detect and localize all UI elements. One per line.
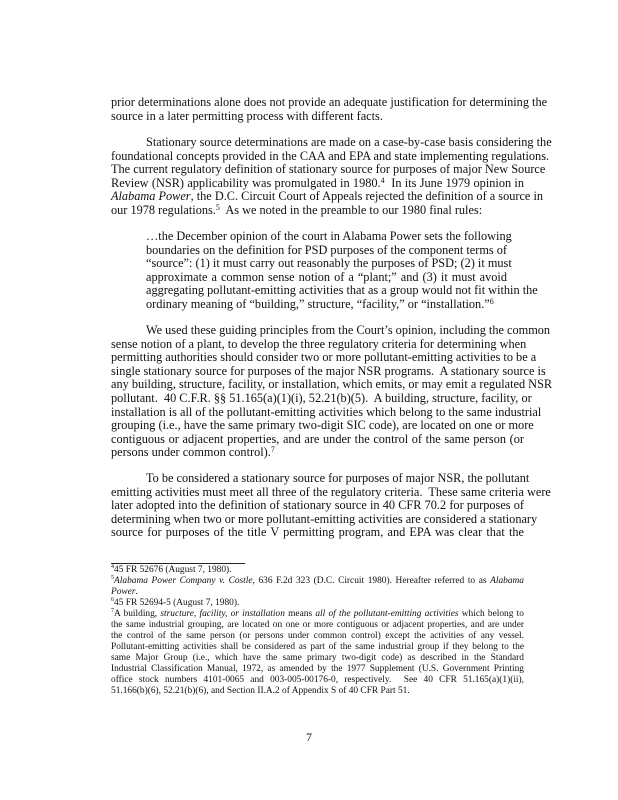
paragraph-guiding-principles [111,323,553,460]
text: source for purposes of the title V permitting program, and EPA was clear that the [111,525,524,540]
italic-text: Power [111,587,136,597]
footnote-ref: 5 [111,575,115,581]
text: We used these guiding principles from the Court’s opinion, including the common [146,323,551,337]
footnote-ref: 7 [270,445,275,455]
footnote-ref: 6 [111,597,115,603]
text-line [111,189,544,204]
text-line [111,418,534,433]
text: aggregating pollutant-emitting activities that as a group would not fit within the [146,283,538,298]
text: To be considered a stationary source for purposes of major NSR, the pollutant [146,471,530,485]
text-line [111,511,538,527]
footnote-line [111,664,524,675]
italic-text: Alabama Power [111,189,191,204]
text: The current regulatory definition of stationary source for purposes of major New Source [111,162,546,177]
text: which belong to [458,609,524,619]
text: A building, [114,609,161,619]
text-line [111,446,524,460]
text: As we noted in the preamble to our 1980 final rules: [219,202,483,217]
text: , the D.C. Circuit Court of Appeals rejected the definition of a source in [190,189,544,204]
text-line [146,229,512,244]
text-line [111,484,551,500]
footnote-ref: 4 [380,175,385,185]
footnote-rule [111,563,245,564]
text: any building, structure, facility, or installation, which emits, or may emit a regulated NSR [111,377,553,392]
text-line [111,323,551,338]
text: . [135,587,138,597]
footnote-line [111,631,524,642]
block-quote [146,229,538,312]
text: the same industrial grouping, are located on one or more contiguous or adjacent properties, and are under [111,620,524,630]
italic-text: Alabama [490,576,524,586]
text: prior determinations alone does not provide an adequate justification for determining the [111,95,548,109]
text-line [111,110,524,124]
footnote-ref: 7 [111,608,115,614]
paragraph-stationary-source [111,135,552,218]
text-line [111,148,550,164]
footnote-line [111,642,524,653]
text-line [111,363,546,379]
text-line [111,377,553,392]
footnote-line [111,598,524,609]
text: In its June 1979 opinion in [384,175,524,190]
text: permitting authorities should consider two or more pollutant-emitting activities to be a [111,350,537,365]
text-line [111,499,524,513]
text: Stationary source determinations are made on a case-by-case basis considering the [146,135,552,149]
text: sense notion of a plant, to develop the three regulatory criteria for determining when [111,336,527,351]
footnote-line [111,565,524,576]
text: Industrial Classification Manual, 1972, as amended by the 1977 Supplement (U.S. Government Printing [111,664,524,674]
text: later adopted into the definition of stationary source in 40 CFR 70.2 for purposes of [111,498,524,513]
footnote-line [111,620,524,631]
text: the control of the same person (or persons under common control) except the activities of any vessel. [111,631,524,641]
footnotes [111,565,524,697]
text: same Major Group (i.e., which have the same primary two-digit code) as described in the Standard [111,653,524,663]
italic-text: all of the pollutant-emitting activities [315,609,459,619]
text: source in a later permitting process with different facts. [111,108,383,123]
footnote-ref: 6 [489,296,494,306]
text: “source”: (1) it must carry out reasonably the purposes of PSD; (2) it must [146,256,512,271]
text: foundational concepts provided in the CAA and EPA and state implementing regulations. [111,148,550,163]
page-number: 7 [306,730,312,744]
text-line [146,271,507,285]
text: approximate a common sense notion of a “plant;” and (3) it must avoid [146,269,507,284]
text: installation is all of the pollutant-emitting activities which belong to the same industrial [111,404,542,419]
text: pollutant. 40 C.F.R. §§ 51.165(a)(1)(i), 52.21(b)(5). A building, structure, facility, or [111,390,532,405]
text: contiguous or adjacent properties, and are under the control of the same person (or [111,431,524,446]
footnote-line [111,587,524,598]
text-line [111,204,524,218]
text: 51.166(b)(6), 52.21(b)(6), and Section II.A.2 of Appendix S of 40 CFR Part 51. [111,686,410,696]
footnote-line [111,675,524,686]
text-line [111,162,546,177]
text: Pollutant-emitting activities shall be considered as part of the same industrial group if they belong to the [111,642,524,652]
footnote-line [111,609,524,620]
text-line [111,390,532,406]
footnote-ref: 4 [111,564,115,570]
text-line [111,177,524,191]
text: determining when two or more pollutant-emitting activities are considered a stationary [111,511,538,526]
text-line [111,135,552,150]
text: …the December opinion of the court in Alabama Power sets the following [146,229,512,243]
text-line [111,336,527,352]
text-line [111,350,537,365]
footnote-ref: 5 [215,202,220,212]
italic-text: Alabama Power Company v. Costle [114,576,253,586]
text: 45 FR 52676 (August 7, 1980). [114,565,232,575]
text: , 636 F.2d 323 (D.C. Circuit 1980). Hereafter referred to as [252,576,491,586]
text: 45 FR 52694-5 (August 7, 1980). [114,598,240,608]
footnote-line [111,686,524,697]
footnote-line [111,576,524,587]
text: office stock numbers 4101-0065 and 003-005-00176-0, respectively. See 40 CFR 51.165(a)(1)(ii), [111,675,524,685]
text-line [111,95,548,110]
text: emitting activities must meet all three of the regulatory criteria. These same criteria were [111,484,551,499]
text-line [111,471,530,486]
footnote-line [111,653,524,664]
text: means [284,609,316,619]
text-line [146,244,507,258]
text-line [146,298,507,312]
text-line [111,433,524,447]
text: boundaries on the definition for PSD purposes of the component terms of [146,242,507,257]
text: our 1978 regulations. [111,202,216,217]
text-line [111,526,524,540]
text: persons under common control). [111,445,271,460]
text-line [146,283,538,298]
text: Review (NSR) applicability was promulgated in 1980. [111,175,381,190]
text-line [146,256,512,271]
paragraph-continued [111,95,548,123]
text: grouping (i.e., have the same primary two-digit SIC code), are located on one or more [111,418,534,433]
paragraph-criteria [111,471,551,540]
text: single stationary source for purposes of the major NSR programs. A stationary source is [111,363,546,378]
text-line [111,404,542,420]
text: ordinary meaning of “building,” structure, “facility,” or “installation.” [146,296,490,311]
italic-text: structure, facility, or installation [160,609,285,619]
